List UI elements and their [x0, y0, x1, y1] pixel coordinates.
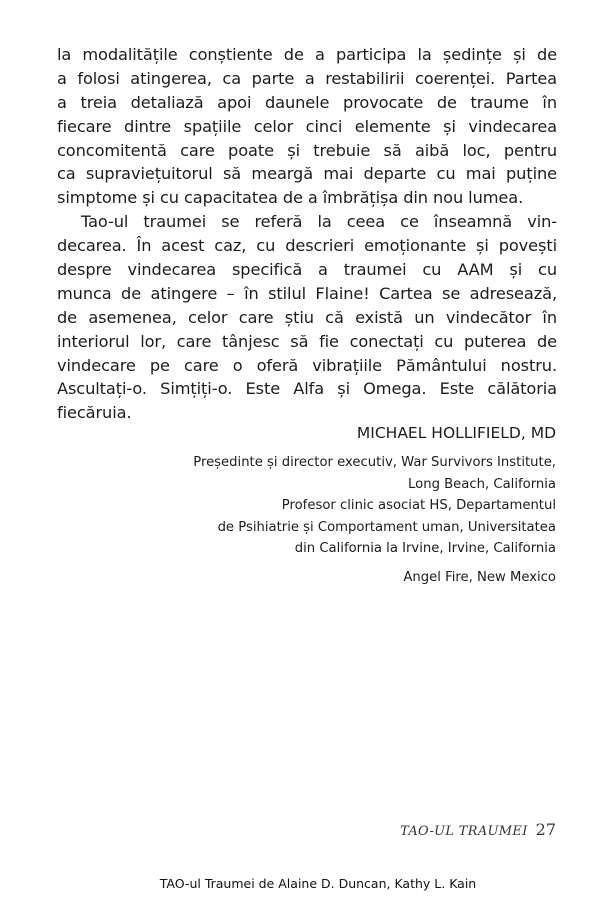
affiliation-line: Long Beach, California — [408, 476, 556, 492]
page-number: 27 — [535, 820, 556, 839]
book-caption: TAO-ul Traumei de Alaine D. Duncan, Kathy L. Kain — [159, 876, 477, 891]
body-line: fiecăruia. — [57, 403, 132, 423]
affiliation-line: Profesor clinic asociat HS, Departamentul — [281, 498, 556, 514]
body-line: interiorul lor, care tânjesc să fie conectați cu puterea de — [57, 331, 557, 351]
body-line: vindecare pe care o oferă vibrațiile Pământului nostru. — [57, 355, 557, 375]
body-line: simptome și cu capacitatea de a îmbrățișa din nou lumea. — [57, 188, 524, 208]
affiliation-line: Președinte și director executiv, War Survivors Institute, — [193, 455, 556, 470]
body-line: munca de atingere – în stilul Flaine! Cartea se adresează, — [57, 283, 557, 303]
body-line: fiecare dintre spațiile celor cinci elemente și vindecarea — [57, 116, 557, 136]
body-line: ca supraviețuitorul să meargă mai departe cu mai puține — [57, 164, 557, 184]
affiliation — [193, 452, 556, 560]
body-text — [57, 43, 557, 425]
body-line: Tao-ul traumei se referă la ceea ce înseamnă vin- — [81, 212, 557, 232]
body-line: la modalitățile conștiente de a participa la ședințe și de — [57, 45, 557, 64]
place: Angel Fire, New Mexico — [403, 570, 556, 585]
body-line: concomitentă care poate și trebuie să aibă loc, pentru — [57, 140, 557, 160]
body-line: a folosi atingerea, ca parte a restabilirii coerenței. Partea — [57, 68, 557, 88]
body-line: Ascultați-o. Simțiți-o. Este Alfa și Omega. Este călătoria — [57, 379, 557, 399]
affiliation-line: de Psihiatrie și Comportament uman, Universitatea — [217, 519, 556, 535]
body-line: a treia detaliază apoi daunele provocate de traume în — [57, 92, 557, 112]
body-line: de asemenea, celor care știu că există un vindecător în — [57, 307, 557, 327]
affiliation-line: din California la Irvine, Irvine, California — [294, 541, 556, 557]
running-title: TAO-UL TRAUMEI — [400, 824, 528, 839]
signature: MICHAEL HOLLIFIELD, MD — [356, 424, 556, 442]
running-footer — [400, 819, 556, 843]
body-line: despre vindecarea specifică a traumei cu AAM și cu — [57, 260, 557, 280]
body-line: decarea. În acest caz, cu descrieri emoționante și povești — [57, 236, 557, 256]
